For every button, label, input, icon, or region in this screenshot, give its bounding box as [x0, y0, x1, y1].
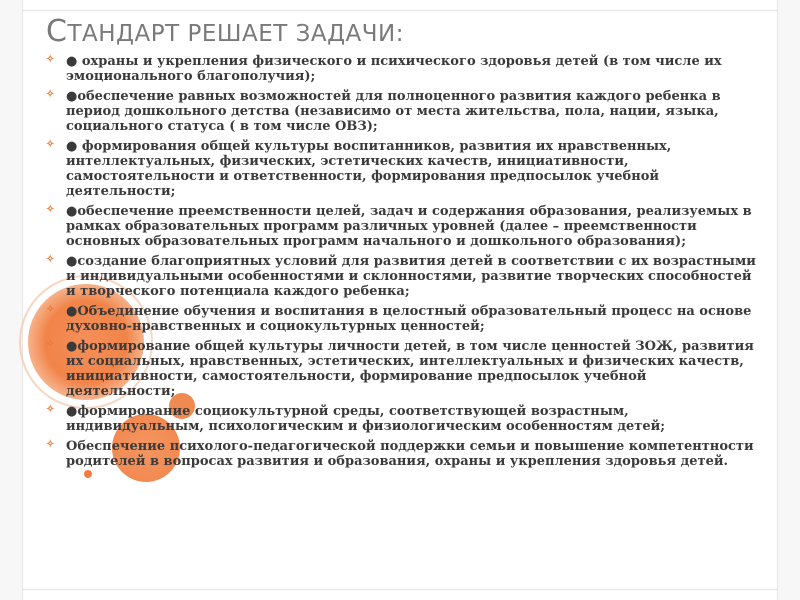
diamond-bullet-icon: ✧	[46, 304, 55, 315]
list-item-text: ●формирование социокультурной среды, соответствующей возрастным, индивидуальным, психологическим и физиологическим особенностям детей;	[66, 404, 666, 434]
list-item	[44, 254, 756, 299]
title-rest: ТАНДАРТ РЕШАЕТ ЗАДАЧИ:	[67, 21, 404, 47]
list-item-text: Обеспечение психолого-педагогической поддержки семьи и повышение компетентности родителей в вопросах развития и образования, охраны и укрепления здоровья детей.	[66, 439, 754, 469]
diamond-bullet-icon: ✧	[46, 204, 55, 215]
bullet-list	[44, 54, 756, 474]
diamond-bullet-icon: ✧	[46, 54, 55, 65]
list-item	[44, 339, 756, 399]
list-item-text: ● охраны и укрепления физического и психического здоровья детей (в том числе их эмоционального благополучия);	[66, 54, 722, 84]
diamond-bullet-icon: ✧	[46, 439, 55, 450]
page-title	[46, 14, 404, 49]
diamond-bullet-icon: ✧	[46, 139, 55, 150]
list-item-text: ●создание благоприятных условий для развития детей в соответствии с их возрастными и индивидуальными особенностями и склонностями, развитие творческих способностей и творческого потенциала каждого ребенка;	[66, 254, 756, 299]
diamond-bullet-icon: ✧	[46, 404, 55, 415]
diamond-bullet-icon: ✧	[46, 254, 55, 265]
list-item	[44, 54, 756, 84]
list-item-text: ● формирования общей культуры воспитанников, развития их нравственных, интеллектуальных, физических, эстетических качеств, инициативности, самостоятельности и ответственности, формирования предпосылок учебной деятельности;	[66, 139, 672, 199]
list-item	[44, 204, 756, 249]
list-item-text: ●обеспечение равных возможностей для полноценного развития каждого ребенка в период дошкольного детства (независимо от места жительства, пола, нации, языка, социального статуса ( в том числе ОВЗ);	[66, 89, 721, 134]
list-item-text: ●формирование общей культуры личности детей, в том числе ценностей ЗОЖ, развития их социальных, нравственных, эстетических, интеллектуальных и физических качеств, инициативности, самостоятельности, формирование предпосылок учебной деятельности;	[66, 339, 754, 399]
diamond-bullet-icon: ✧	[46, 89, 55, 100]
diamond-bullet-icon: ✧	[46, 339, 55, 350]
list-item	[44, 439, 756, 469]
list-item-text: ●обеспечение преемственности целей, задач и содержания образования, реализуемых в рамках образовательных программ различных уровней (далее – преемственности основных образовательных программ начального и дошкольного образования);	[66, 204, 752, 249]
title-initial: С	[46, 14, 68, 49]
list-item	[44, 89, 756, 134]
list-item	[44, 304, 756, 334]
list-item-text: ●Объединение обучения и воспитания в целостный образовательный процесс на основе духовно-нравственных и социокультурных ценностей;	[66, 304, 752, 334]
list-item	[44, 139, 756, 199]
list-item	[44, 404, 756, 434]
